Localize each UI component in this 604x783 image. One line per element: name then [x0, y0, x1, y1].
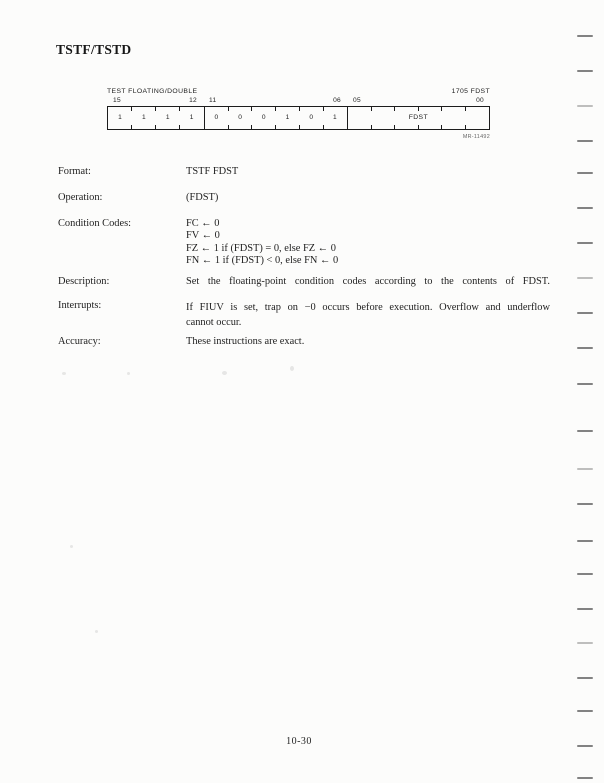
bit-cell: [395, 107, 419, 129]
text-line: If FIUV is set, trap on −0 occurs before execution. Overflow and underflow: [186, 302, 550, 313]
edge-mark: [577, 312, 593, 314]
bit-cell: [418, 107, 442, 129]
text-line: TSTF FDST: [186, 166, 239, 177]
fdst-field: [347, 107, 489, 129]
text-line: FZ ← 1 if (FDST) = 0, else FZ ← 0: [186, 242, 336, 254]
text-line: FC ← 0: [186, 218, 220, 229]
section-label: Description:: [58, 276, 110, 287]
bit-label-00: 00: [476, 97, 484, 104]
section-value: [186, 166, 550, 178]
section-value: [186, 300, 550, 330]
edge-mark: [577, 642, 593, 644]
register-box: [107, 106, 490, 130]
edge-mark: [577, 242, 593, 244]
bit-cell: [465, 107, 489, 129]
section-label: Interrupts:: [58, 300, 102, 311]
accuracy-row: [58, 336, 568, 348]
bit-cell: [371, 107, 395, 129]
bit-cell: 1: [180, 107, 204, 129]
scan-speck: [290, 366, 294, 371]
section-label: Condition Codes:: [58, 218, 132, 229]
edge-mark: [577, 347, 593, 349]
interrupts-row: [58, 300, 568, 330]
bit-label-12: 12: [189, 97, 197, 104]
edge-mark: [577, 503, 593, 505]
edge-mark: [577, 140, 593, 142]
bit-label-15: 15: [113, 97, 121, 104]
scan-speck: [62, 372, 66, 375]
operation-row: [58, 192, 568, 204]
edge-mark: [577, 468, 593, 470]
instruction-word-diagram: [107, 87, 490, 140]
edge-mark: [577, 105, 593, 107]
edge-mark: [577, 540, 593, 542]
condition-codes-row: [58, 218, 568, 268]
text-line: FV ← 0: [186, 230, 220, 242]
bit-cell: 1: [323, 107, 347, 129]
bit-cell: 1: [276, 107, 300, 129]
section-value: [186, 276, 550, 288]
bit-cell: 0: [214, 114, 219, 121]
edge-mark: [577, 70, 593, 72]
bit-cell: 0: [252, 107, 276, 129]
text-line: (FDST): [186, 192, 219, 203]
page-title: TSTF/TSTD: [56, 42, 132, 57]
bit-label-05: 05: [353, 97, 361, 104]
edge-mark: [577, 277, 593, 279]
bit-cell: 1: [132, 107, 156, 129]
section-value: [186, 192, 550, 204]
bit-cell: [348, 107, 372, 129]
figure-reference: MR-11492: [462, 134, 490, 140]
bit-cell: 1: [156, 107, 180, 129]
bit-cell: 1: [118, 114, 122, 121]
text-line: cannot occur.: [186, 317, 242, 328]
bit-cell: 0: [228, 107, 252, 129]
section-value: [186, 218, 550, 268]
section-label: Format:: [58, 166, 91, 177]
diagram-opcode-caption: 1705 FDST: [451, 88, 490, 95]
page-number: 10-30: [286, 736, 312, 747]
text-line: These instructions are exact.: [186, 336, 305, 347]
scan-speck: [127, 372, 130, 375]
edge-mark: [577, 710, 593, 712]
section-label: Accuracy:: [58, 336, 101, 347]
edge-mark: [577, 172, 593, 174]
edge-mark: [577, 677, 593, 679]
format-row: [58, 166, 568, 178]
bit-label-11: 11: [209, 97, 217, 104]
scan-speck: [222, 371, 227, 375]
edge-mark: [577, 430, 593, 432]
bit-cell: 0: [299, 107, 323, 129]
edge-mark: [577, 35, 593, 37]
scan-speck: [70, 545, 73, 548]
edge-mark: [577, 608, 593, 610]
opcode-field-low: [204, 107, 347, 129]
edge-mark: [577, 383, 593, 385]
description-row: [58, 276, 568, 288]
bit-cell: [442, 107, 466, 129]
bit-label-row: [107, 97, 490, 106]
opcode-field-high: [108, 107, 204, 129]
bit-label-06: 06: [333, 97, 341, 104]
edge-mark: [577, 573, 593, 575]
edge-mark: [577, 207, 593, 209]
diagram-captions: [107, 87, 490, 97]
section-label: Operation:: [58, 192, 103, 203]
text-line: Set the floating-point condition codes according to the contents of FDST.: [186, 276, 550, 287]
edge-mark: [577, 777, 593, 779]
fdst-field-label: FDST: [408, 114, 429, 121]
diagram-caption-left: TEST FLOATING/DOUBLE: [107, 88, 198, 95]
scan-speck: [95, 630, 98, 633]
section-value: [186, 336, 550, 348]
text-line: FN ← 1 if (FDST) < 0, else FN ← 0: [186, 255, 339, 267]
